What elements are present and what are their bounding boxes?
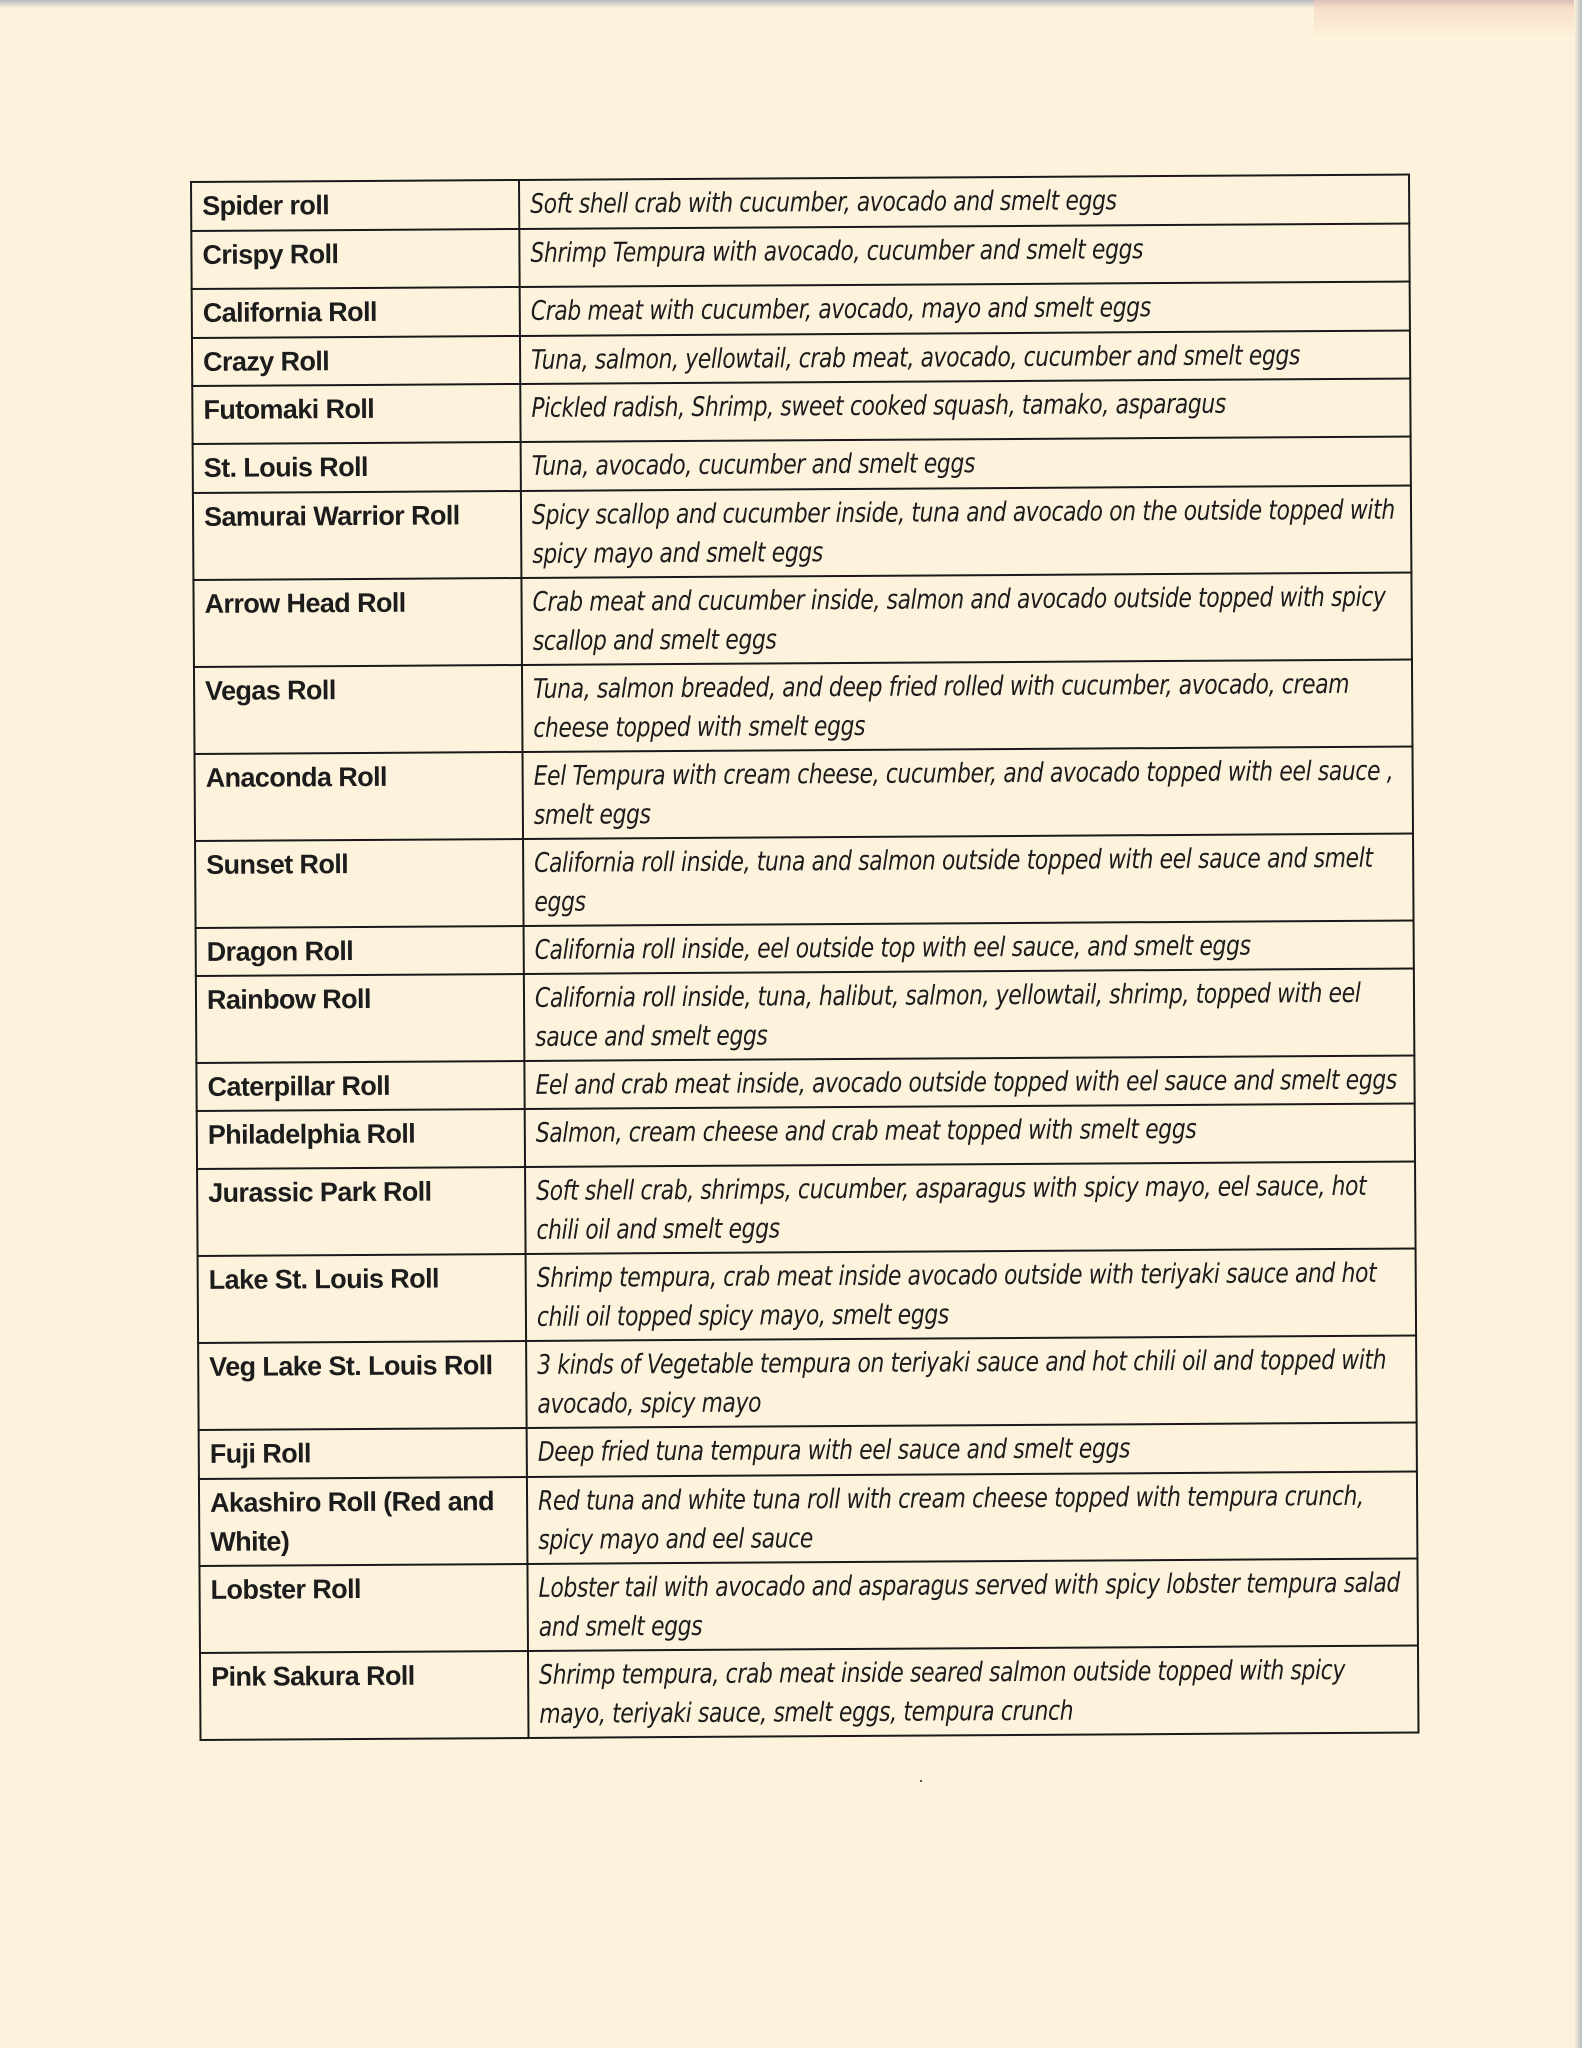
roll-name: Philadelphia Roll [197,1109,525,1169]
table-row [198,1249,1417,1343]
roll-name: St. Louis Roll [193,442,521,493]
roll-description: Red tuna and white tuna roll with cream cheese topped with tempura crunch, spicy mayo and eel sauce [527,1472,1418,1564]
roll-description: Spicy scallop and cucumber inside, tuna and avocado on the outside topped with spicy mayo and smelt eggs [521,486,1412,578]
roll-description: California roll inside, tuna, halibut, salmon, yellowtail, shrimp, topped with eel sauce and smelt eggs [524,969,1415,1061]
roll-name: Rainbow Roll [196,974,525,1063]
roll-description: Soft shell crab, shrimps, cucumber, asparagus with spicy mayo, eel sauce, hot chili oil and smelt eggs [525,1162,1416,1254]
table-row [199,1559,1418,1653]
menu-page [190,174,1420,1741]
roll-description: Crab meat and cucumber inside, salmon and avocado outside topped with spicy scallop and smelt eggs [521,573,1412,665]
table-row [196,1056,1414,1111]
roll-description: California roll inside, eel outside top with eel sauce, and smelt eggs [524,921,1414,974]
roll-description: Tuna, avocado, cucumber and smelt eggs [521,437,1411,491]
roll-name: Samurai Warrior Roll [193,491,522,580]
roll-description: Shrimp tempura, crab meat inside avocado outside with teriyaki sauce and hot chili oil topped spicy mayo, smelt eggs [526,1249,1417,1341]
table-row [195,834,1414,928]
roll-name: Crispy Roll [191,229,519,289]
roll-description: Salmon, cream cheese and crab meat topped with smelt eggs [525,1104,1415,1167]
roll-name: Fuji Roll [199,1428,527,1479]
roll-description: Soft shell crab with cucumber, avocado and smelt eggs [519,175,1409,229]
roll-name: Sunset Roll [195,839,524,928]
roll-name: Veg Lake St. Louis Roll [198,1341,527,1430]
roll-description: Eel and crab meat inside, avocado outside topped with eel sauce and smelt eggs [524,1056,1414,1109]
roll-name: Dragon Roll [196,926,524,976]
roll-description: Crab meat with cucumber, avocado, mayo and smelt eggs [520,282,1410,336]
roll-name: Jurassic Park Roll [197,1167,526,1256]
roll-description: Eel Tempura with cream cheese, cucumber, and avocado topped with eel sauce , smelt eggs [522,747,1413,839]
table-row [192,379,1410,444]
roll-name: Vegas Roll [194,665,523,754]
roll-name: Arrow Head Roll [193,578,522,667]
table-row [197,1104,1415,1169]
table-row [192,331,1410,386]
scan-shadow [1314,0,1574,40]
roll-name: Crazy Roll [192,336,520,386]
roll-name: Akashiro Roll (Red and White) [199,1477,528,1566]
roll-description: California roll inside, tuna and salmon outside topped with eel sauce and smelt eggs [523,834,1414,926]
roll-description: Deep fried tuna tempura with eel sauce and smelt eggs [527,1423,1417,1477]
table-row [191,224,1409,289]
roll-name: Lake St. Louis Roll [198,1254,527,1343]
table-row [196,921,1414,976]
table-row [194,660,1413,754]
scan-speck [920,1780,922,1782]
table-row [193,573,1412,667]
table-row [197,1162,1416,1256]
roll-name: Lobster Roll [199,1564,528,1653]
roll-name: Caterpillar Roll [196,1061,524,1111]
roll-description: Shrimp Tempura with avocado, cucumber and smelt eggs [519,224,1409,287]
table-row [198,1336,1417,1430]
table-row [195,747,1414,841]
roll-description: Pickled radish, Shrimp, sweet cooked squash, tamako, asparagus [520,379,1410,442]
table-row [200,1646,1419,1740]
roll-name: Futomaki Roll [192,384,520,444]
table-row [199,1423,1417,1479]
table-row [191,175,1409,231]
table-row [193,486,1412,580]
roll-name: Anaconda Roll [195,752,524,841]
roll-name: Pink Sakura Roll [200,1651,529,1740]
roll-description: Lobster tail with avocado and asparagus served with spicy lobster tempura salad and smelt eggs [527,1559,1418,1651]
table-row [199,1472,1418,1566]
roll-description: Tuna, salmon breaded, and deep fried rolled with cucumber, avocado, cream cheese topped with smelt eggs [522,660,1413,752]
roll-name: Spider roll [191,180,519,231]
table-row [192,282,1410,338]
sushi-roll-table [190,174,1420,1741]
roll-description: Shrimp tempura, crab meat inside seared salmon outside topped with spicy mayo, teriyaki sauce, smelt eggs, tempura crunch [528,1646,1419,1738]
roll-description: Tuna, salmon, yellowtail, crab meat, avocado, cucumber and smelt eggs [520,331,1410,384]
roll-description: 3 kinds of Vegetable tempura on teriyaki sauce and hot chili oil and topped with avocado, spicy mayo [526,1336,1417,1428]
table-row [193,437,1411,493]
scan-edge-right [1574,0,1582,2048]
table-row [196,969,1415,1063]
roll-name: California Roll [192,287,520,338]
